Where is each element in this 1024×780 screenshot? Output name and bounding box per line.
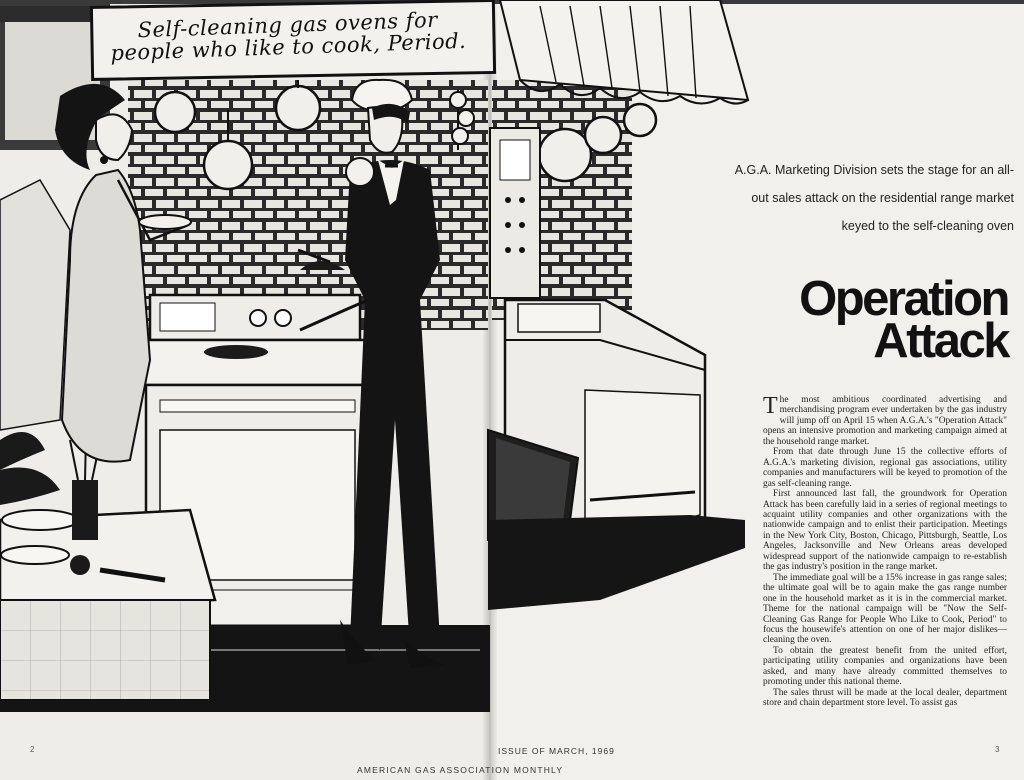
paragraph-4: The immediate goal will be a 15% increase in gas range sales; the ultimate goal will be to again make the gas range number one in the household market as it is in the commercial market. Theme for the national campaign will be "Now the Self-Cleaning Gas Range for People Who Like to Cook, Period" to focus the housewife's attention on one of her major dislikes—cleaning the oven. (763, 572, 1007, 646)
issue-date: ISSUE OF MARCH, 1969 (498, 746, 615, 756)
paragraph-3: First announced last fall, the groundwork for Operation Attack has been carefully laid in a series of regional meetings to acquaint utility companies and other organizations with the nationwide campaign and to enlist their participation. Meetings in the New York City, Boston, Chicago, Pittsburgh, Seattle, Los Angeles, Jacksonville and New Orleans areas developed widespread support of the nationwide campaign to re-establish the gas industry's position in the range market. (763, 489, 1007, 573)
paragraph-1-text: he most ambitious coordinated advertising and merchandising program ever undertaken by the gas industry will jump off on April 15 when A.G.A.'s "Operation Attack" opens an intensive promotion and marketing campaign aimed at the household range market. (763, 395, 1007, 447)
headline-line-2: Attack (873, 314, 1008, 368)
paragraph-1 (763, 395, 1007, 447)
paragraph-2: From that date through June 15 the collective efforts of A.G.A.'s marketing division, regional gas associations, utility companies and manufacturers will be keyed to promotion of the gas self-cleaning range. (763, 447, 1007, 489)
headline-line-1: Operation (799, 272, 1008, 326)
running-head: AMERICAN GAS ASSOCIATION MONTHLY (357, 765, 564, 775)
article-intro: A.G.A. Marketing Division sets the stage for an all-out sales attack on the residential range market keyed to the self-cleaning oven (734, 163, 1014, 233)
article-headline (712, 272, 1008, 368)
paragraph-6: The sales thrust will be made at the local dealer, department store and chain department store level. To assist gas (763, 687, 1007, 709)
drop-cap: T (763, 393, 778, 419)
sign-text: Self-cleaning gas ovens for people who like to cook, Period. (110, 7, 467, 66)
right-page-number: 3 (995, 745, 1000, 754)
article-body (763, 395, 1007, 709)
left-page-number: 2 (30, 745, 35, 754)
paragraph-5: To obtain the greatest benefit from the united effort, participating utility companies and organizations have been asked, and many have already committed themselves to promoting under this national theme. (763, 645, 1007, 688)
